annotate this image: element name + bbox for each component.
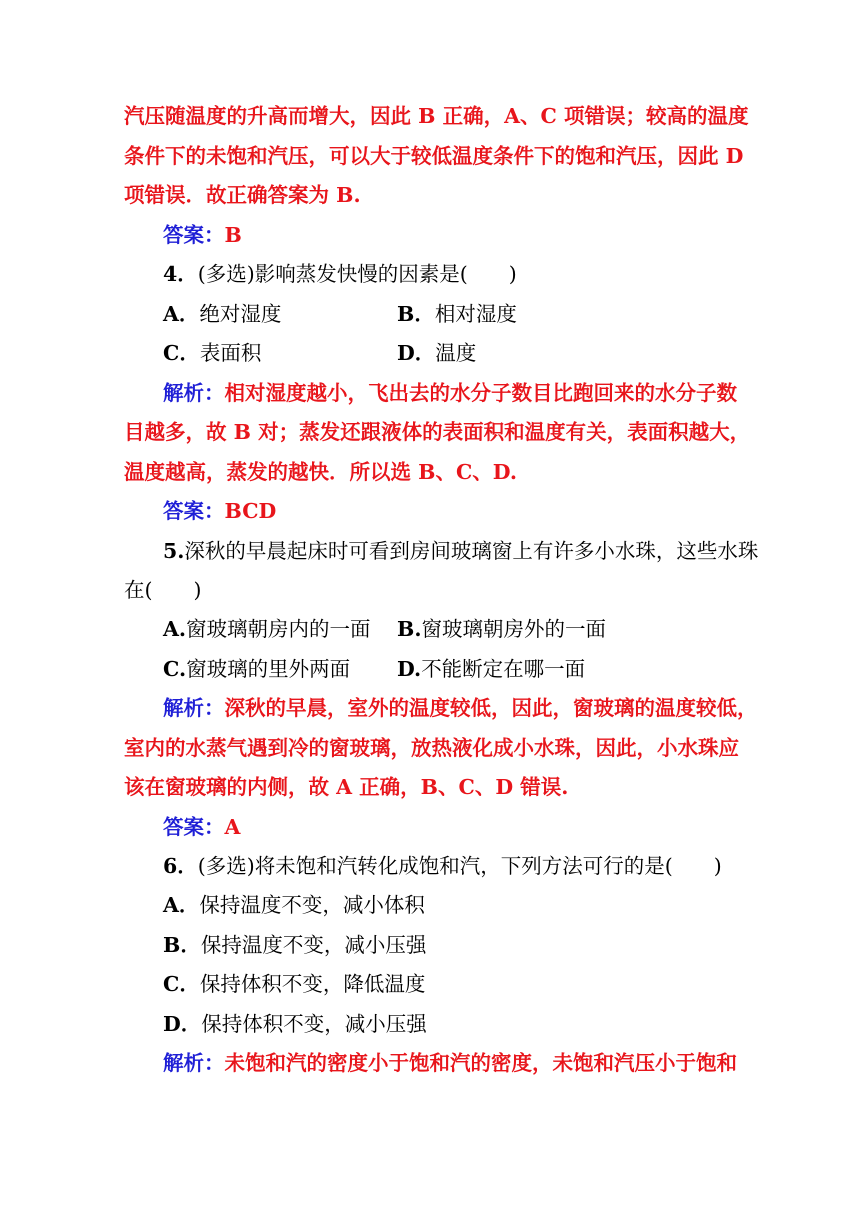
answer-label: 答案： — [163, 499, 225, 523]
option-text: 温度 — [435, 341, 477, 365]
option-d — [397, 655, 585, 683]
option-b — [397, 300, 517, 328]
analysis-line: 室内的水蒸气遇到冷的窗玻璃，放热液化成小水珠，因此，小水珠应 — [124, 736, 739, 760]
question-4-stem — [163, 260, 517, 288]
question-number: 6． — [163, 854, 198, 878]
option-text: 保持温度不变，减小压强 — [200, 933, 427, 957]
option-a — [163, 300, 281, 328]
option-a — [163, 615, 371, 643]
option-letter: A． — [163, 302, 200, 326]
option-text: 窗玻璃朝房外的一面 — [421, 617, 606, 641]
option-letter: B． — [163, 933, 201, 957]
option-text: 表面积 — [199, 341, 262, 365]
analysis-line: 该在窗玻璃的内侧，故 A 正确，B、C、D 错误. — [124, 775, 569, 799]
option-letter: B． — [397, 302, 435, 326]
analysis-text: 相对湿度越小，飞出去的水分子数目比跑回来的水分子数 — [224, 381, 737, 405]
option-text: 窗玻璃的里外两面 — [186, 657, 351, 681]
option-letter: B. — [397, 617, 422, 641]
answer-value: A — [224, 815, 241, 839]
analysis-line: 目越多，故 B 对；蒸发还跟液体的表面积和温度有关，表面积越大， — [124, 420, 751, 444]
option-a — [163, 891, 425, 919]
option-text: 窗玻璃朝房内的一面 — [186, 617, 371, 641]
option-c — [163, 970, 425, 998]
option-text: 保持体积不变，降低温度 — [199, 972, 426, 996]
answer-line — [163, 813, 240, 841]
question-text: (多选)将未饱和汽转化成饱和汽，下列方法可行的是( ) — [197, 854, 722, 878]
option-letter: C. — [163, 657, 187, 681]
analysis-text: 深秋的早晨，室外的温度较低，因此，窗玻璃的温度较低， — [224, 696, 758, 720]
option-text: 绝对湿度 — [199, 302, 282, 326]
option-letter: D. — [397, 657, 422, 681]
analysis-label: 解析： — [163, 696, 225, 720]
option-letter: A. — [163, 617, 187, 641]
option-letter: D． — [163, 1012, 202, 1036]
option-text: 保持温度不变，减小体积 — [199, 893, 425, 917]
analysis-line: 温度越高，蒸发的越快．所以选 B、C、D. — [124, 460, 517, 484]
option-text: 保持体积不变，减小压强 — [201, 1012, 427, 1036]
option-c — [163, 655, 350, 683]
option-letter: D． — [397, 341, 436, 365]
option-d — [397, 339, 476, 367]
answer-label: 答案： — [163, 815, 225, 839]
analysis-line — [163, 1049, 737, 1077]
answer-label: 答案： — [163, 223, 225, 247]
question-text: (多选)影响蒸发快慢的因素是( ) — [197, 262, 517, 286]
option-letter: C． — [163, 972, 200, 996]
explanation-line: 汽压随温度的升高而增大，因此 B 正确，A、C 项错误；较高的温度 — [124, 104, 749, 128]
question-5-stem-cont: 在( ) — [124, 578, 202, 602]
option-c — [163, 339, 261, 367]
option-text: 相对湿度 — [434, 302, 517, 326]
answer-value: B — [224, 223, 242, 247]
analysis-text: 未饱和汽的密度小于饱和汽的密度，未饱和汽压小于饱和 — [224, 1051, 737, 1075]
question-5-stem — [163, 537, 758, 565]
analysis-label: 解析： — [163, 381, 225, 405]
answer-value: BCD — [224, 499, 277, 523]
question-text: 深秋的早晨起床时可看到房间玻璃窗上有许多小水珠，这些水珠 — [184, 539, 759, 563]
option-b — [397, 615, 606, 643]
analysis-label: 解析： — [163, 1051, 225, 1075]
explanation-line: 条件下的未饱和汽压，可以大于较低温度条件下的饱和汽压，因此 D — [124, 144, 744, 168]
option-letter: A． — [163, 893, 200, 917]
explanation-line: 项错误．故正确答案为 B. — [124, 183, 361, 207]
question-number: 4． — [163, 262, 198, 286]
answer-line — [163, 497, 276, 525]
question-6-stem — [163, 852, 722, 880]
option-d — [163, 1010, 427, 1038]
analysis-line — [163, 379, 737, 407]
option-b — [163, 931, 426, 959]
analysis-line — [163, 694, 758, 722]
question-number: 5. — [163, 539, 185, 563]
option-text: 不能断定在哪一面 — [421, 657, 586, 681]
option-letter: C． — [163, 341, 200, 365]
answer-line — [163, 221, 242, 249]
